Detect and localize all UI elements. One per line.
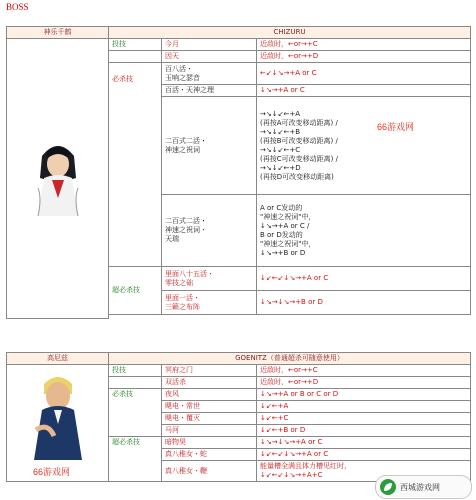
move-command [257,97,471,195]
move-name: 真八稚女・鞭 [162,461,257,482]
move-command: ↓↘→↓↘→+B or D [257,291,471,315]
goenitz-portrait-icon [28,370,88,460]
move-name: 里面一活・ 三籁之布阵 [162,291,257,315]
cat-special: 必杀技 [109,389,162,437]
cat-throw: 投技 [109,39,162,51]
chizuru-move-table [6,26,471,319]
move-command: ↓↘→+A or C [257,85,471,97]
move-command: ↓↙←↙↓↘→+A or C [257,449,471,461]
char-code-cell: GOENITZ（普通超杀可随意使用） [109,353,471,365]
watermark-text: 66游戏网 [377,122,415,132]
char-name-cell: 神乐千鹤 [7,27,109,39]
move-name: 马河 [162,425,257,437]
cat-super: 超必杀技 [109,267,162,315]
move-name: 暗物昊 [162,437,257,449]
move-command: 能量槽全满且体力槽见红时， ↓↙←↙↓↘→+A+C [257,461,471,482]
move-name: 真八稚女・蛇 [162,449,257,461]
move-name: 飓电・常世 [162,401,257,413]
move-name: 二百式二活・ 神速之祝词 [162,97,257,195]
character-portrait [7,365,109,482]
move-command: ↓↘→↓↘→+A or C [257,437,471,449]
char-name-cell: 高尼兹 [7,353,109,365]
goenitz-move-table [6,352,471,482]
move-command: ←↙↓↘→+A or C [257,63,471,85]
move-name: 百活・天神之理 [162,85,257,97]
move-name: 双活杀 [162,377,257,389]
cat-empty [109,51,162,63]
move-name: 冥府之门 [162,365,257,377]
cat-special: 必杀技 [109,63,162,267]
character-portrait [7,39,109,319]
move-command: 近敌时，←or→+D [257,377,471,389]
leaf-logo-icon [380,479,396,495]
cat-throw: 投技 [109,365,162,377]
move-name: 二百式二活・ 神速之祝词・ 天瑞 [162,195,257,267]
cat-super: 超必杀技 [109,437,162,482]
page-title: BOSS [6,2,29,12]
move-command: A or C发动的 "神速之祝词"中， ↓↘→+A or C / B or D发动的 "神速之祝词"中， ↓↘→+B or D [257,195,471,267]
logo-text: 西城游戏网 [400,482,440,492]
move-name: 夜风 [162,389,257,401]
cat-empty [109,377,162,389]
chizuru-portrait-icon [28,138,88,216]
move-name: 因天 [162,51,257,63]
move-name: 里面八十五活・ 零技之础 [162,267,257,291]
move-command: ↓↙←+B or D [257,425,471,437]
move-command: ↓↙←↙↓↘→+A or C [257,267,471,291]
move-command: 近敌时，←or→+C [257,39,471,51]
move-name: 今月 [162,39,257,51]
move-command: ↓↙←+A [257,401,471,413]
char-code-cell: CHIZURU [109,27,471,39]
move-command-text: →↘↓↙←+A (再按A可改变移动距离) / →↘↓↙←+B (再按B可改变移动距离) / →↘↓↙←+C (再按C可改变移动距离) / →↘↓↙←+D (再按D可改变移动距离) [260,109,338,181]
spacer [109,315,471,319]
move-name: 百八活・ 玉响之瑟音 [162,63,257,85]
watermark-text: 66游戏网 [33,467,71,477]
move-command: 近敌时，←or→+D [257,51,471,63]
move-name: 飓电・覆灭 [162,413,257,425]
move-command: ↓↙←+C [257,413,471,425]
site-logo[interactable] [375,475,472,499]
move-command: ↓↘→+A or B or C or D [257,389,471,401]
move-command: 近敌时，←or→+C [257,365,471,377]
